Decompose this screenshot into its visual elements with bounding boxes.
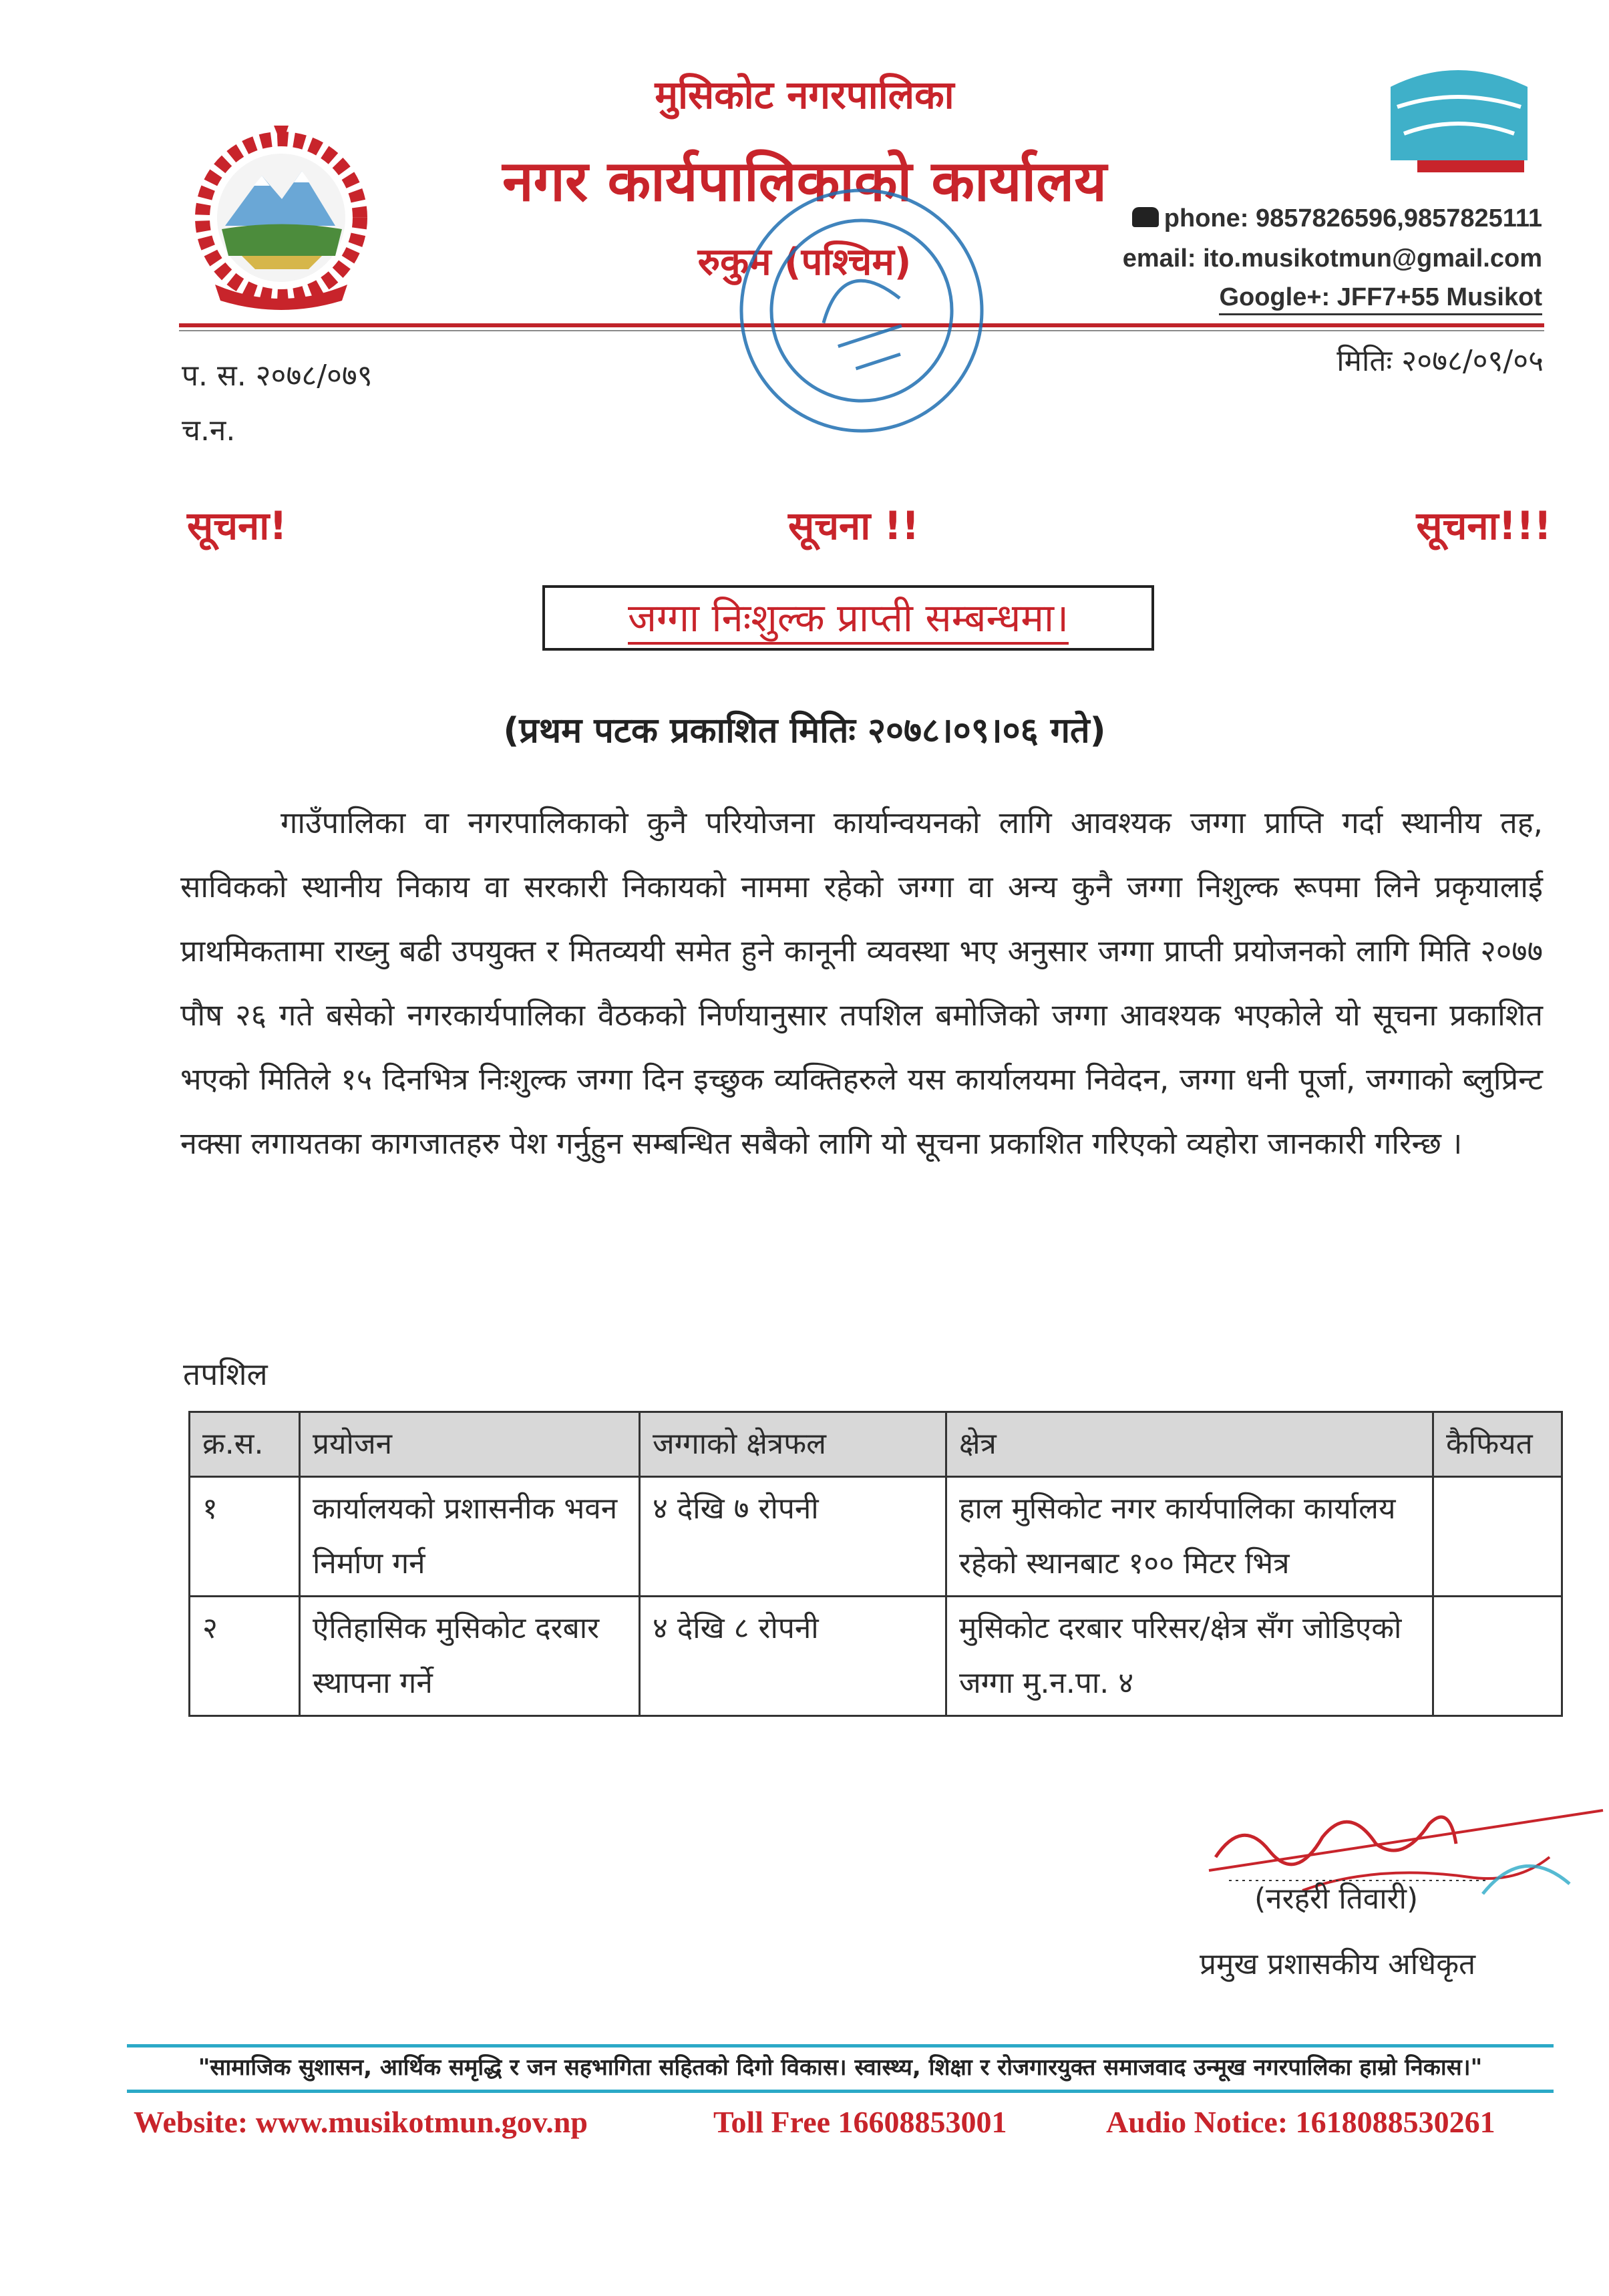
column-header-serial: क्र.स. (190, 1412, 300, 1477)
letter-number: प. स. २०७८/०७९ (182, 359, 373, 393)
schedule-table (188, 1411, 1563, 1717)
google-plus-code: Google+: JFF7+55 Musikot (1219, 283, 1542, 315)
cell-area: ४ देखि ७ रोपनी (640, 1477, 946, 1597)
column-header-purpose: प्रयोजन (300, 1412, 640, 1477)
published-date: (प्रथम पटक प्रकाशित मितिः २०७८।०९।०६ गते) (503, 711, 1106, 751)
footer-divider-top (127, 2044, 1554, 2047)
table-row (190, 1477, 1562, 1597)
notice-heading-right: सूचना!!! (1416, 503, 1552, 548)
cell-location: हाल मुसिकोट नगर कार्यपालिका कार्यालय रहेको स्थानबाट १०० मिटर भित्र (946, 1477, 1433, 1597)
footer-website: Website: www.musikotmun.gov.np (134, 2105, 588, 2139)
subject-title: जग्गा निःशुल्क प्राप्ती सम्बन्धमा। (628, 595, 1069, 645)
column-header-area: जग्गाको क्षेत्रफल (640, 1412, 946, 1477)
cell-purpose: ऐतिहासिक मुसिकोट दरबार स्थापना गर्ने (300, 1597, 640, 1716)
phone-text: phone: 9857826596,9857825111 (1164, 204, 1542, 232)
office-name: नगर कार्यपालिकाको कार्यालय (502, 148, 1107, 214)
table-row (190, 1597, 1562, 1716)
footer-toll-free: Toll Free 16608853001 (713, 2105, 1007, 2139)
footer-divider-bottom (127, 2090, 1554, 2093)
table-header-row (190, 1412, 1562, 1477)
cell-area: ४ देखि ८ रोपनी (640, 1597, 946, 1716)
district-name: रुकुम (पश्चिम) (697, 240, 912, 284)
email-address: email: ito.musikotmun@gmail.com (1122, 244, 1542, 273)
phone-number (1132, 204, 1542, 233)
phone-icon (1132, 207, 1159, 227)
footer-slogan: "सामाजिक सुशासन, आर्थिक समृद्धि र जन सहभागिता सहितको दिगो विकास। स्वास्थ्य, शिक्षा र रोजगारयुक्त समाजवाद उन्मूख नगरपालिका हाम्रो निकास।" (198, 2054, 1483, 2081)
signatory-title: प्रमुख प्रशासकीय अधिकृत (1200, 1947, 1476, 1981)
schedule-title: तपशिल (183, 1356, 268, 1392)
notice-body: गाउँपालिका वा नगरपालिकाको कुनै परियोजना कार्यान्वयनको लागि आवश्यक जग्गा प्राप्ति गर्दा स्थानीय तह, साविकको स्थानीय निकाय वा सरकारी निकायको नाममा रहेको जग्गा वा अन्य कुनै जग्गा निशुल्क रूपमा लिने प्रकृयालाई प्राथमिकतामा राख्नु बढी उपयुक्त र मितव्ययी समेत हुने कानूनी व्यवस्था भए अनुसार जग्गा प्राप्ती प्रयोजनको लागि मिति २०७७ पौष २६ गते बसेको नगरकार्यपालिका वैठकको निर्णयानुसार तपशिल बमोजिको जग्गा आवश्यक भएकोले यो सूचना प्रकाशित भएको मितिले १५ दिनभित्र निःशुल्क जग्गा दिन इच्छुक व्यक्तिहरुले यस कार्यालयमा निवेदन, जग्गा धनी पूर्जा, जग्गाको ब्लुप्रिन्ट नक्सा लगायतका कागजातहरु पेश गर्नुहुन सम्बन्धित सबैको लागि यो सूचना प्रकाशित गरिएको व्यहोरा जानकारी गरिन्छ । (180, 805, 1543, 1161)
dispatch-number: च.न. (182, 414, 236, 448)
notice-heading-center: सूचना !! (788, 503, 920, 548)
cell-serial: २ (190, 1597, 300, 1716)
cell-serial: १ (190, 1477, 300, 1597)
notice-heading-left: सूचना! (187, 503, 287, 548)
signatory-name: (नरहरी तिवारी) (1254, 1882, 1419, 1916)
subject-box (542, 585, 1154, 651)
column-header-location: क्षेत्र (946, 1412, 1433, 1477)
footer-audio-notice: Audio Notice: 1618088530261 (1106, 2105, 1495, 2139)
cell-purpose: कार्यालयको प्रशासनीक भवन निर्माण गर्न (300, 1477, 640, 1597)
letter-date: मितिः २०७८/०९/०५ (1336, 344, 1544, 378)
cell-remarks (1433, 1477, 1562, 1597)
column-header-remarks: कैफियत (1433, 1412, 1562, 1477)
office-seal-stamp (721, 170, 1002, 451)
org-name: मुसिकोट नगरपालिका (655, 72, 954, 118)
census-logo-icon (1377, 60, 1538, 180)
cell-remarks (1433, 1597, 1562, 1716)
cell-location: मुसिकोट दरबार परिसर/क्षेत्र सँग जोडिएको जग्गा मु.न.पा. ४ (946, 1597, 1433, 1716)
